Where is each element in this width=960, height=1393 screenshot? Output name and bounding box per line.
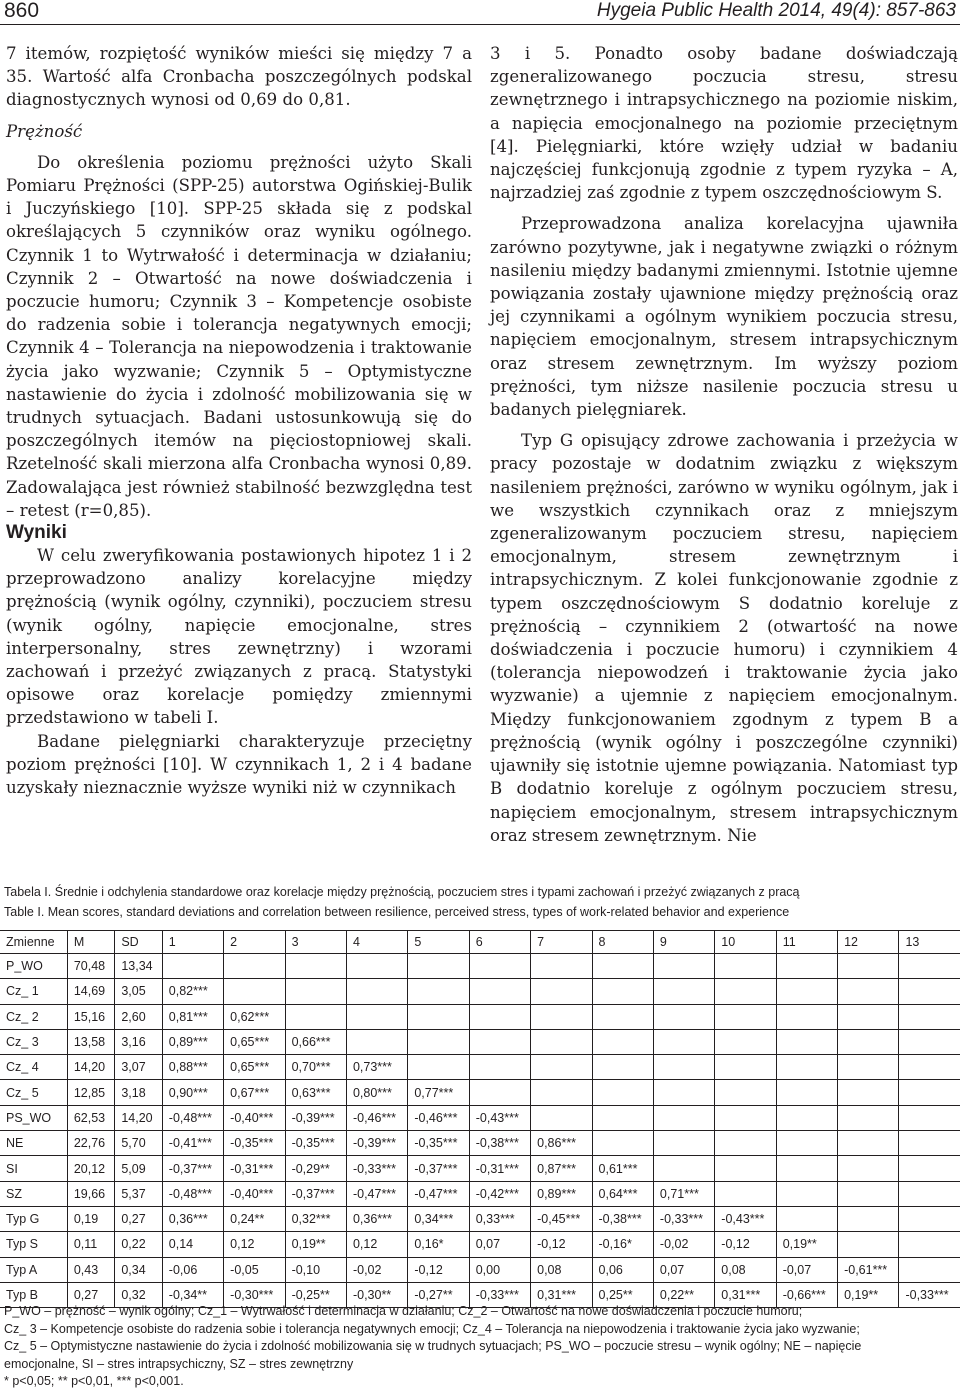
table-cell: 0,81*** bbox=[162, 1004, 223, 1029]
table-cell: 0,33*** bbox=[469, 1206, 530, 1231]
table-cell: -0,25** bbox=[285, 1282, 346, 1307]
table-cell: -0,35*** bbox=[285, 1131, 346, 1156]
table-cell: -0,33*** bbox=[469, 1282, 530, 1307]
table-cell: -0,06 bbox=[162, 1257, 223, 1282]
table-cell: 0,31*** bbox=[531, 1282, 592, 1307]
table-cell bbox=[899, 1232, 960, 1257]
table-cell bbox=[653, 1055, 714, 1080]
table-cell: -0,40*** bbox=[224, 1105, 285, 1130]
column-header: 2 bbox=[224, 931, 285, 954]
table-cell bbox=[408, 1029, 469, 1054]
table-cell: 0,27 bbox=[67, 1282, 114, 1307]
table-row bbox=[0, 1181, 960, 1206]
table-cell bbox=[408, 979, 469, 1004]
table-cell: -0,48*** bbox=[162, 1181, 223, 1206]
table-cell bbox=[592, 1080, 653, 1105]
section-heading: Wyniki bbox=[6, 522, 67, 544]
column-header: 7 bbox=[531, 931, 592, 954]
table-cell bbox=[776, 1131, 837, 1156]
table-cell: -0,12 bbox=[531, 1232, 592, 1257]
table-cell bbox=[715, 1156, 776, 1181]
table-row bbox=[0, 954, 960, 979]
table-cell: -0,37*** bbox=[162, 1156, 223, 1181]
table-cell: 0,90*** bbox=[162, 1080, 223, 1105]
subsection-heading: Prężność bbox=[6, 121, 83, 141]
table-cell bbox=[592, 1004, 653, 1029]
table-cell bbox=[838, 1131, 899, 1156]
table-cell: 0,43 bbox=[67, 1257, 114, 1282]
table-cell: 0,80*** bbox=[346, 1080, 407, 1105]
table-cell: -0,02 bbox=[653, 1232, 714, 1257]
table-cell bbox=[899, 1004, 960, 1029]
table-cell: 0,89*** bbox=[162, 1029, 223, 1054]
table-cell bbox=[224, 954, 285, 979]
table-cell: 13,34 bbox=[115, 954, 162, 979]
table-cell bbox=[715, 979, 776, 1004]
table-cell: 0,19** bbox=[776, 1232, 837, 1257]
table-cell bbox=[715, 1131, 776, 1156]
column-header: 11 bbox=[776, 931, 837, 954]
row-label: Typ G bbox=[0, 1206, 67, 1231]
footnote: Cz_ 3 – Kompetencje osobiste do radzenia sobie i tolerancja negatywnych emocji; Cz_4 – Tolerancja na niepowodzenia i traktowanie życia jako wyzwanie; bbox=[4, 1321, 860, 1336]
table-cell: 0,14 bbox=[162, 1232, 223, 1257]
table-cell: -0,33*** bbox=[653, 1206, 714, 1231]
table-cell bbox=[899, 1080, 960, 1105]
table-cell bbox=[592, 954, 653, 979]
column-header: 5 bbox=[408, 931, 469, 954]
table-row bbox=[0, 1029, 960, 1054]
table-cell: 2,60 bbox=[115, 1004, 162, 1029]
table-cell: 5,37 bbox=[115, 1181, 162, 1206]
table-cell bbox=[838, 954, 899, 979]
table-row bbox=[0, 1156, 960, 1181]
table-cell: 0,06 bbox=[592, 1257, 653, 1282]
table-cell bbox=[776, 1080, 837, 1105]
table-cell: -0,39*** bbox=[346, 1131, 407, 1156]
table-cell bbox=[592, 1105, 653, 1130]
table-cell: 0,19** bbox=[285, 1232, 346, 1257]
row-label: Typ S bbox=[0, 1232, 67, 1257]
table-cell bbox=[346, 1029, 407, 1054]
table-cell bbox=[592, 979, 653, 1004]
table-cell: -0,61*** bbox=[838, 1257, 899, 1282]
table-cell bbox=[531, 979, 592, 1004]
table-cell: -0,66*** bbox=[776, 1282, 837, 1307]
table-cell: 15,16 bbox=[67, 1004, 114, 1029]
table-cell: -0,33*** bbox=[899, 1282, 960, 1307]
table-cell: 0,22 bbox=[115, 1232, 162, 1257]
paragraph: Typ G opisujący zdrowe zachowania i przeżycia w pracy pozostaje w dodatnim związku z większym nasileniem prężności, zarówno w wyniku ogólnym, jak i we wszystkich czynnikach oraz z mniejszym zgeneralizowanym poczuciem stresu, napięciem emocjonalnym, stresem zewnętrznym i intrapsychicznym. Z kolei funkcjonowanie zgodnie z typem oszczędnościowym S dodatnio koreluje z prężnością – czynnikiem 2 (otwartość na nowe doświadczenia i poczucie humoru) i czynnikiem 4 (tolerancja niepowodzeń i traktowanie życia jako wyzwanie) a ujemnie z napięciem emocjonalnym. Między funkcjonowaniem zgodnym z typem B a prężnością (wynik ogólny i poszczególne czynniki) ujawniły się istotnie ujemne powiązania. Natomiast typ B dodatnio koreluje z ogólnym poczuciem stresu, napięciem emocjonalnym, stresem intrapsychicznym oraz stresem zewnętrznym. Nie bbox=[490, 431, 958, 845]
journal-citation: Hygeia Public Health 2014, 49(4): 857-863 bbox=[596, 0, 956, 21]
table-cell bbox=[715, 1080, 776, 1105]
table-cell bbox=[776, 1004, 837, 1029]
table-cell: -0,07 bbox=[776, 1257, 837, 1282]
table-cell: -0,29** bbox=[285, 1156, 346, 1181]
column-header: 4 bbox=[346, 931, 407, 954]
table-cell bbox=[224, 979, 285, 1004]
table-cell: -0,31*** bbox=[224, 1156, 285, 1181]
paragraph: Przeprowadzona analiza korelacyjna ujawniła zarówno pozytywne, jak i negatywne związki o różnym nasileniu między badanymi zmiennymi. Istotnie ujemne powiązania zostały ujawnione między prężnością oraz jej czynnikami a ogólnym wynikiem poczucia stresu, napięciem emocjonalnym, stresem intrapsychicznym oraz stresem zewnętrznym. Im wyższy poziom prężności, tym niższe nasilenie poczucia stresu u badanych pielęgniarek. bbox=[490, 214, 958, 420]
table-cell bbox=[899, 1156, 960, 1181]
table-cell: 0,00 bbox=[469, 1257, 530, 1282]
table-cell: -0,16* bbox=[592, 1232, 653, 1257]
table-cell bbox=[469, 1080, 530, 1105]
table-cell: -0,46*** bbox=[346, 1105, 407, 1130]
table-row bbox=[0, 979, 960, 1004]
row-label: Cz_ 2 bbox=[0, 1004, 67, 1029]
column-header: M bbox=[67, 931, 114, 954]
table-cell bbox=[408, 1055, 469, 1080]
table-caption bbox=[4, 882, 800, 922]
column-header: 3 bbox=[285, 931, 346, 954]
table-cell: 0,36*** bbox=[346, 1206, 407, 1231]
table-cell: -0,48*** bbox=[162, 1105, 223, 1130]
table-cell: 0,22** bbox=[653, 1282, 714, 1307]
table-row bbox=[0, 1257, 960, 1282]
table-cell: 0,19 bbox=[67, 1206, 114, 1231]
table-cell: 0,82*** bbox=[162, 979, 223, 1004]
footnote: Cz_ 5 – Optymistyczne nastawienie do życia i zdolność mobilizowania się w trudnych sytuacjach; PS_WO – poczucie stresu – wynik ogólny; NE – napięcie bbox=[4, 1339, 862, 1354]
table-cell bbox=[776, 1105, 837, 1130]
table-cell bbox=[715, 1004, 776, 1029]
table-cell bbox=[838, 1232, 899, 1257]
table-cell: -0,35*** bbox=[224, 1131, 285, 1156]
table-cell bbox=[469, 954, 530, 979]
row-label: Typ B bbox=[0, 1282, 67, 1307]
paragraph: Badane pielęgniarki charakteryzuje przeciętny poziom prężności [10]. W czynnikach 1, 2 i 4 badane uzyskały nieznacznie wyższe wyniki niż w czynnikach bbox=[6, 731, 472, 798]
table-cell: 19,66 bbox=[67, 1181, 114, 1206]
row-label: Typ A bbox=[0, 1257, 67, 1282]
table-cell: -0,38*** bbox=[592, 1206, 653, 1231]
table-cell: -0,27** bbox=[408, 1282, 469, 1307]
table-cell: -0,43*** bbox=[469, 1105, 530, 1130]
table-cell: -0,12 bbox=[715, 1232, 776, 1257]
table-footnotes bbox=[4, 1303, 954, 1391]
table-cell bbox=[162, 954, 223, 979]
table-cell: 0,65*** bbox=[224, 1055, 285, 1080]
row-label: Cz_ 3 bbox=[0, 1029, 67, 1054]
table-cell: -0,37*** bbox=[408, 1156, 469, 1181]
table-cell bbox=[838, 1080, 899, 1105]
table-cell: -0,10 bbox=[285, 1257, 346, 1282]
table-cell: -0,31*** bbox=[469, 1156, 530, 1181]
row-label: Cz_ 1 bbox=[0, 979, 67, 1004]
table-cell: 0,63*** bbox=[285, 1080, 346, 1105]
table-cell: 0,34*** bbox=[408, 1206, 469, 1231]
table-cell: -0,41*** bbox=[162, 1131, 223, 1156]
table-cell bbox=[899, 954, 960, 979]
table-cell bbox=[838, 1156, 899, 1181]
table-cell: 3,18 bbox=[115, 1080, 162, 1105]
table-cell: 0,89*** bbox=[531, 1181, 592, 1206]
table-cell: -0,05 bbox=[224, 1257, 285, 1282]
table-cell bbox=[408, 1004, 469, 1029]
table-cell: 0,66*** bbox=[285, 1029, 346, 1054]
table-cell: -0,02 bbox=[346, 1257, 407, 1282]
table-cell: 62,53 bbox=[67, 1105, 114, 1130]
table-cell bbox=[285, 1004, 346, 1029]
table-cell: -0,45*** bbox=[531, 1206, 592, 1231]
table-cell bbox=[776, 954, 837, 979]
table-cell: -0,30** bbox=[346, 1282, 407, 1307]
table-cell bbox=[653, 1004, 714, 1029]
table-cell bbox=[346, 1004, 407, 1029]
table-cell: 0,86*** bbox=[531, 1131, 592, 1156]
table-cell bbox=[653, 979, 714, 1004]
table-cell: 0,73*** bbox=[346, 1055, 407, 1080]
table-cell: 0,88*** bbox=[162, 1055, 223, 1080]
table-cell bbox=[838, 1206, 899, 1231]
table-cell: 0,71*** bbox=[653, 1181, 714, 1206]
row-label: Cz_ 5 bbox=[0, 1080, 67, 1105]
paragraph: W celu zweryfikowania postawionych hipotez 1 i 2 przeprowadzono analizy korelacyjne między prężnością (wynik ogólny, czynniki), poczuciem stresu (wynik ogólny, napięcie emocjonalne, stres interpersonalny, stres zewnętrzny) i wzorami zachowań i przeżyć związanych z pracą. Statystyki opisowe oraz korelacje pomiędzy zmiennymi przedstawiono w tabeli I. bbox=[6, 546, 472, 728]
table-cell: 0,64*** bbox=[592, 1181, 653, 1206]
table-cell: 3,05 bbox=[115, 979, 162, 1004]
table-cell bbox=[285, 979, 346, 1004]
table-cell bbox=[653, 1156, 714, 1181]
table-cell: 0,27 bbox=[115, 1206, 162, 1231]
table-cell bbox=[899, 979, 960, 1004]
table-cell: 5,09 bbox=[115, 1156, 162, 1181]
table-cell: 3,07 bbox=[115, 1055, 162, 1080]
table-cell bbox=[715, 1105, 776, 1130]
table-cell: 5,70 bbox=[115, 1131, 162, 1156]
table-cell bbox=[531, 1080, 592, 1105]
table-cell bbox=[653, 1029, 714, 1054]
table-cell bbox=[899, 1257, 960, 1282]
row-label: Cz_ 4 bbox=[0, 1055, 67, 1080]
table-header-row bbox=[0, 931, 960, 954]
table-cell: -0,40*** bbox=[224, 1181, 285, 1206]
table-row bbox=[0, 1004, 960, 1029]
row-label: P_WO bbox=[0, 954, 67, 979]
table-cell bbox=[838, 979, 899, 1004]
table-cell: -0,42*** bbox=[469, 1181, 530, 1206]
column-header: 13 bbox=[899, 931, 960, 954]
column-header: 8 bbox=[592, 931, 653, 954]
table-cell: 0,12 bbox=[224, 1232, 285, 1257]
table-cell: -0,12 bbox=[408, 1257, 469, 1282]
table-cell bbox=[408, 954, 469, 979]
table-cell bbox=[469, 1055, 530, 1080]
table-cell: -0,35*** bbox=[408, 1131, 469, 1156]
table-cell: 0,65*** bbox=[224, 1029, 285, 1054]
table-body bbox=[0, 954, 960, 1308]
table-cell: 0,31*** bbox=[715, 1282, 776, 1307]
column-header: SD bbox=[115, 931, 162, 954]
table-cell: 0,12 bbox=[346, 1232, 407, 1257]
table-cell: 0,24** bbox=[224, 1206, 285, 1231]
paragraph: 3 i 5. Ponadto osoby badane doświadczają zgeneralizowanego poczucia stresu, stresu zewnętrznego i intrapsychicznego na poziomie niskim, a napięcia emocjonalnego na poziomie przeciętnym [4]. Pielęgniarki, które wzięły udział w badaniu najczęściej funkcjonują zgodnie z typem ryzyka – A, najrzadziej zaś zgodnie z typem oszczędnościowym S. bbox=[490, 44, 958, 203]
table-cell bbox=[469, 1004, 530, 1029]
table-cell: -0,30*** bbox=[224, 1282, 285, 1307]
column-header: 10 bbox=[715, 931, 776, 954]
page-number: 860 bbox=[4, 0, 40, 22]
table-cell: 0,32 bbox=[115, 1282, 162, 1307]
table-cell bbox=[899, 1105, 960, 1130]
table-cell bbox=[469, 1029, 530, 1054]
table-cell: 0,62*** bbox=[224, 1004, 285, 1029]
table-cell bbox=[899, 1055, 960, 1080]
column-header: 6 bbox=[469, 931, 530, 954]
table-row bbox=[0, 1206, 960, 1231]
table-cell: 0,16* bbox=[408, 1232, 469, 1257]
table-cell bbox=[776, 1206, 837, 1231]
table-cell: 0,19** bbox=[838, 1282, 899, 1307]
table-cell: 0,25** bbox=[592, 1282, 653, 1307]
table-cell bbox=[776, 1029, 837, 1054]
table-caption-pl: Tabela I. Średnie i odchylenia standardowe oraz korelacje między prężnością, poczuciem stres i typami zachowań i przeżyć związanych z pracą bbox=[4, 885, 800, 899]
footnote: emocjonalne, SI – stres intrapsychiczny, SZ – stres zewnętrzny bbox=[4, 1356, 354, 1371]
correlation-table bbox=[0, 930, 960, 1308]
table-cell bbox=[592, 1029, 653, 1054]
table-cell bbox=[653, 1131, 714, 1156]
table-cell: 70,48 bbox=[67, 954, 114, 979]
right-column bbox=[490, 42, 958, 847]
table-caption-en: Table I. Mean scores, standard deviations and correlation between resilience, perceived stress, types of work-related behavior and experience bbox=[4, 905, 790, 919]
row-label: SZ bbox=[0, 1181, 67, 1206]
table-cell: 3,16 bbox=[115, 1029, 162, 1054]
table-cell: -0,47*** bbox=[346, 1181, 407, 1206]
column-header: 1 bbox=[162, 931, 223, 954]
table-cell bbox=[653, 1105, 714, 1130]
table-row bbox=[0, 1080, 960, 1105]
table-cell bbox=[531, 954, 592, 979]
table-cell bbox=[592, 1131, 653, 1156]
table-cell: -0,33*** bbox=[346, 1156, 407, 1181]
row-label: NE bbox=[0, 1131, 67, 1156]
table-cell: 0,67*** bbox=[224, 1080, 285, 1105]
table-cell: 0,07 bbox=[469, 1232, 530, 1257]
table-cell: 0,08 bbox=[715, 1257, 776, 1282]
table-cell bbox=[531, 1029, 592, 1054]
table-cell bbox=[715, 1055, 776, 1080]
table-cell: 0,34 bbox=[115, 1257, 162, 1282]
table-cell bbox=[715, 954, 776, 979]
table-cell bbox=[838, 1004, 899, 1029]
table-cell bbox=[531, 1105, 592, 1130]
table-cell: 14,20 bbox=[115, 1105, 162, 1130]
row-label: PS_WO bbox=[0, 1105, 67, 1130]
table-cell: 13,58 bbox=[67, 1029, 114, 1054]
table-cell: -0,47*** bbox=[408, 1181, 469, 1206]
table-cell: -0,39*** bbox=[285, 1105, 346, 1130]
table-cell bbox=[838, 1055, 899, 1080]
table-cell: 0,61*** bbox=[592, 1156, 653, 1181]
table-cell bbox=[899, 1029, 960, 1054]
table-cell bbox=[346, 979, 407, 1004]
table-cell: 0,77*** bbox=[408, 1080, 469, 1105]
table-cell: 14,20 bbox=[67, 1055, 114, 1080]
table-cell bbox=[899, 1131, 960, 1156]
table-cell: -0,46*** bbox=[408, 1105, 469, 1130]
table-cell: 0,32*** bbox=[285, 1206, 346, 1231]
table-cell: 0,36*** bbox=[162, 1206, 223, 1231]
table-cell bbox=[285, 954, 346, 979]
footnote: * p<0,05; ** p<0,01, *** p<0,001. bbox=[4, 1374, 184, 1389]
table-cell bbox=[899, 1181, 960, 1206]
table-cell: 0,07 bbox=[653, 1257, 714, 1282]
table-cell bbox=[715, 1029, 776, 1054]
table-row bbox=[0, 1131, 960, 1156]
table-cell bbox=[469, 979, 530, 1004]
table-cell: 14,69 bbox=[67, 979, 114, 1004]
table-cell: -0,34** bbox=[162, 1282, 223, 1307]
table-cell bbox=[838, 1105, 899, 1130]
column-header: 12 bbox=[838, 931, 899, 954]
paragraph: Do określenia poziomu prężności użyto Skali Pomiaru Prężności (SPP-25) autorstwa Ogińskiej-Bulik i Juczyńskiego [10]. SPP-25 składa się z podskal określających 5 czynników oraz wyniku ogólnego. Czynnik 1 to Wytrwałość i determinacja w działaniu; Czynnik 2 – Otwartość na nowe doświadczenia i poczucie humoru; Czynnik 3 – Kompetencje osobiste do radzenia sobie i tolerancja negatywnych emocji; Czynnik 4 – Tolerancja na niepowodzenia i traktowanie życia jako wyzwanie; Czynnik 5 – Optymistyczne nastawienie do życia i zdolność mobilizowania się w trudnych sytuacjach. Badani ustosunkowują się do poszczególnych itemów na pięciostopniowej skali. Rzetelność skali mierzona alfa Cronbacha wynosi 0,89. Zadowalająca jest również stabilność bezwzględna test – retest (r=0,85). bbox=[6, 152, 472, 520]
table-row bbox=[0, 1055, 960, 1080]
table-cell bbox=[531, 1004, 592, 1029]
table-cell: -0,37*** bbox=[285, 1181, 346, 1206]
column-header: Zmienne bbox=[0, 931, 67, 954]
table-cell: -0,43*** bbox=[715, 1206, 776, 1231]
table-cell bbox=[776, 1156, 837, 1181]
row-label: SI bbox=[0, 1156, 67, 1181]
table-cell: 0,70*** bbox=[285, 1055, 346, 1080]
table-cell: 12,85 bbox=[67, 1080, 114, 1105]
table-cell bbox=[653, 954, 714, 979]
table-cell: 0,87*** bbox=[531, 1156, 592, 1181]
left-column bbox=[6, 42, 472, 799]
table-cell bbox=[531, 1055, 592, 1080]
footnote: P_WO – prężność – wynik ogólny; Cz_1 – Wytrwałość i determinacja w działaniu; Cz_2 – Otwartość na nowe doświadczenia i poczucie humoru; bbox=[4, 1304, 803, 1318]
column-header: 9 bbox=[653, 931, 714, 954]
table-cell bbox=[776, 1055, 837, 1080]
table-cell: 0,08 bbox=[531, 1257, 592, 1282]
table-cell bbox=[776, 1181, 837, 1206]
table-cell bbox=[838, 1029, 899, 1054]
table-cell: 0,11 bbox=[67, 1232, 114, 1257]
running-header bbox=[0, 0, 960, 25]
table-row bbox=[0, 1105, 960, 1130]
table-cell bbox=[776, 979, 837, 1004]
table-cell bbox=[838, 1181, 899, 1206]
table-cell: -0,38*** bbox=[469, 1131, 530, 1156]
table-cell bbox=[346, 954, 407, 979]
table-row bbox=[0, 1232, 960, 1257]
table-cell bbox=[899, 1206, 960, 1231]
table-cell bbox=[715, 1181, 776, 1206]
table-cell bbox=[592, 1055, 653, 1080]
table-cell: 20,12 bbox=[67, 1156, 114, 1181]
table-cell bbox=[653, 1080, 714, 1105]
table-cell: 22,76 bbox=[67, 1131, 114, 1156]
paragraph: 7 itemów, rozpiętość wyników mieści się między 7 a 35. Wartość alfa Cronbacha poszczególnych podskal diagnostycznych wynosi od 0,69 do 0,81. bbox=[6, 44, 472, 110]
